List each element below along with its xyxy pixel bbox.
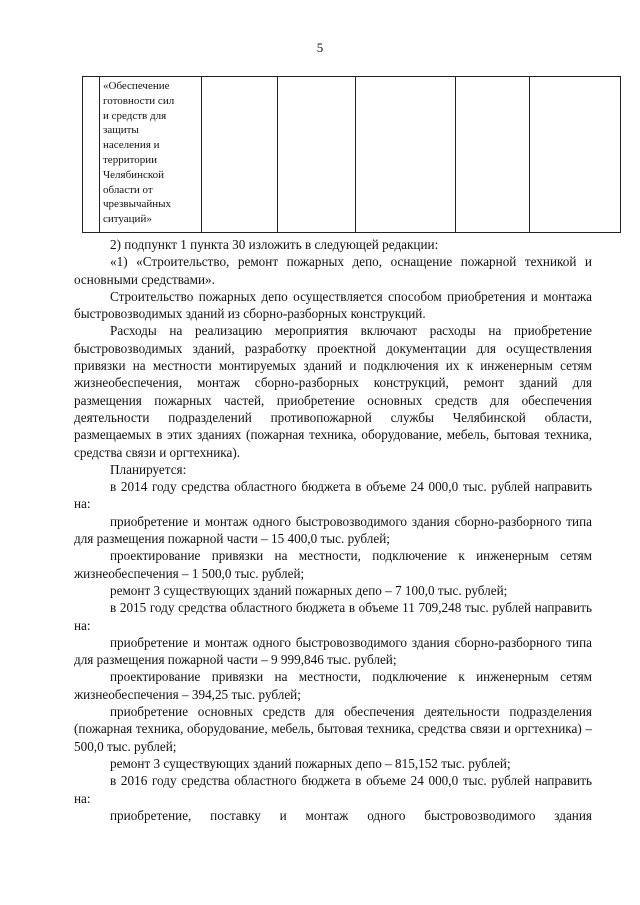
paragraph-2015-budget: в 2015 году средства областного бюджета в объеме 11 709,248 тыс. рублей направить на: [74,600,592,633]
cell-text-line: территории [103,153,158,166]
table-cell-empty [202,77,278,233]
paragraph-planned: Планируется: [110,461,187,477]
cell-text-line: области от [103,183,153,196]
table-cell-empty [356,77,456,233]
cell-text-line: и средств для [103,109,167,122]
cell-text-line: «Обеспечение [103,80,170,92]
cell-text-line: чрезвычайных [103,198,172,211]
table-cell-number [83,77,100,233]
cell-text-line: готовности сил [103,94,175,107]
paragraph-subitem-title: «1) «Строительство, ремонт пожарных депо, оснащение пожарной техникой и основными средствами». [74,254,592,287]
cell-text-line: ситуаций» [103,213,152,226]
paragraph-construction-method: Строительство пожарных депо осуществляется способом приобретения и монтажа быстровозводимых зданий из сборно-разборных конструкций. [74,288,592,322]
document-body [74,236,592,824]
paragraph-expenses: Расходы на реализацию мероприятия включают расходы на приобретение быстровозводимых зданий, разработку проектной документации для осуществления привязки на местности монтируемых зданий и подключения их к инженерным сетям жизнеобеспечения, монтаж сборно-разборных конструкций, ремонт зданий для размещения пожарных частей, приобретение основных средств для обеспечения деятельности подразделений противопожарной службы Челябинской области, размещаемых в этих зданиях (пожарная техника, оборудование, мебель, бытовая техника, средства связи и оргтехника). [74,323,592,460]
list-item: приобретение и монтаж одного быстровозводимого здания сборно-разборного типа для размещения пожарной части – 9 999,846 тыс. рублей; [74,634,592,668]
table-row [83,77,621,233]
table-cell-program-name [100,77,202,233]
list-item: ремонт 3 существующих зданий пожарных депо – 7 100,0 тыс. рублей; [110,582,508,598]
paragraph-amendment-2: 2) подпункт 1 пункта 30 изложить в следующей редакции: [110,237,439,252]
list-item: ремонт 3 существующих зданий пожарных депо – 815,152 тыс. рублей; [110,755,511,771]
table-cell-empty [530,77,621,233]
paragraph-2016-budget: в 2016 году средства областного бюджета в объеме 24 000,0 тыс. рублей направить на: [74,773,592,806]
list-item: проектирование привязки на местности, подключение к инженерным сетям жизнеобеспечения – 1 500,0 тыс. рублей; [74,548,592,581]
list-item: проектирование привязки на местности, подключение к инженерным сетям жизнеобеспечения – 394,25 тыс. рублей; [74,669,592,702]
list-item: приобретение и монтаж одного быстровозводимого здания сборно-разборного типа для размещения пожарной части – 15 400,0 тыс. рублей; [74,513,592,547]
table-cell-empty [278,77,356,233]
page-number: 5 [316,40,324,55]
cell-text-line: населения и [103,139,160,152]
list-item: приобретение, поставку и монтаж одного быстровозводимого здания [110,807,592,823]
paragraph-2014-budget: в 2014 году средства областного бюджета в объеме 24 000,0 тыс. рублей направить на: [74,479,592,512]
list-item: приобретение основных средств для обеспечения деятельности подразделения (пожарная техника, оборудование, мебель, бытовая техника, средства связи и оргтехника) – 500,0 тыс. рублей; [74,704,592,754]
cell-text-line: Челябинской [103,168,165,181]
table-fragment [82,76,621,233]
cell-text-line: защиты [103,124,139,137]
table-cell-empty [456,77,530,233]
